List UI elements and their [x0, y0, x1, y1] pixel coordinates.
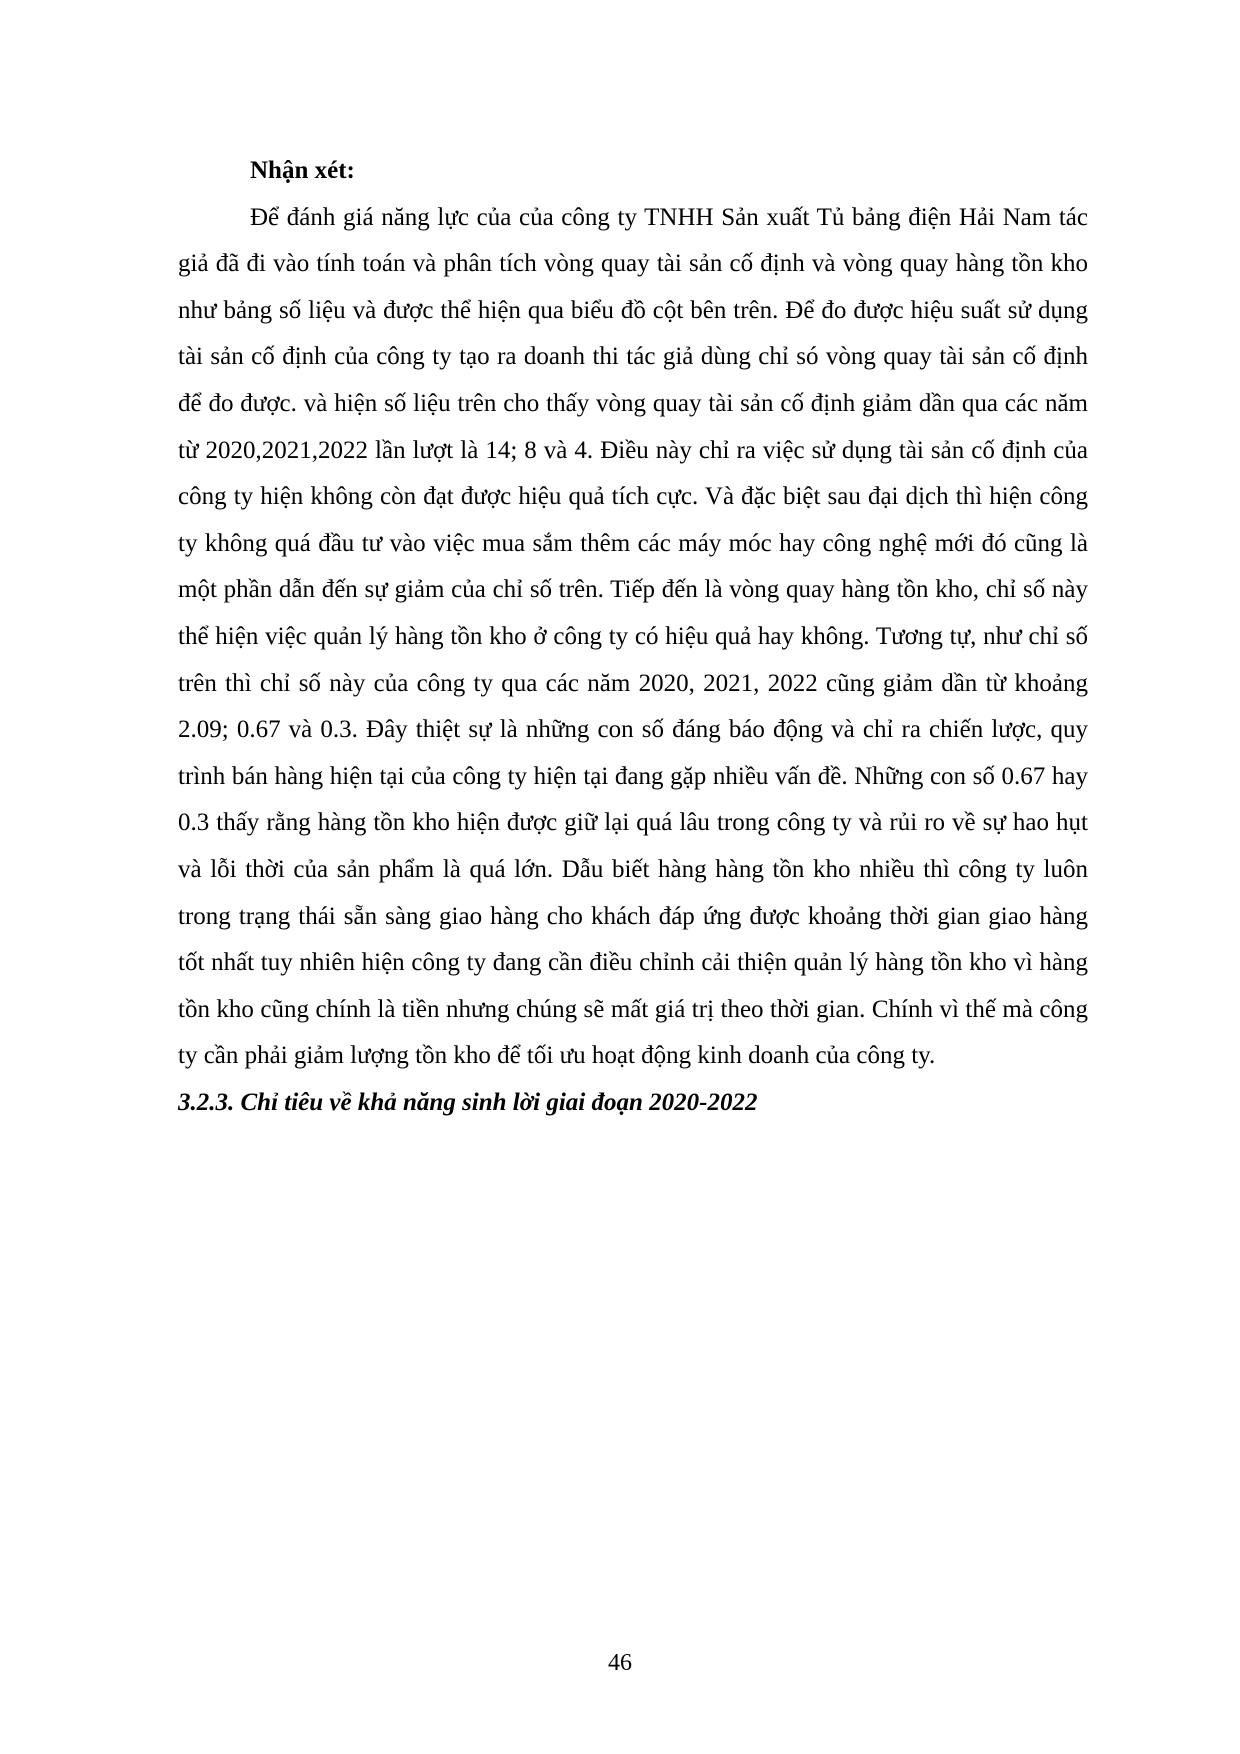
section-title: 3.2.3. Chỉ tiêu về khả năng sinh lời giai đoạn 2020-2022: [178, 1088, 758, 1116]
body-text: [178, 148, 1088, 1126]
comment-heading: Nhận xét:: [250, 157, 355, 184]
comment-paragraph: Để đánh giá năng lực của của công ty TNHH Sản xuất Tủ bảng điện Hải Nam tác giả đã đi vào tính toán và phân tích vòng quay tài sản cố định và vòng quay hàng tồn kho như bảng số liệu và được thể hiện qua biểu đồ cột bên trên. Để đo được hiệu suất sử dụng tài sản cố định của công ty tạo ra doanh thi tác giả dùng chỉ só vòng quay tài sản cố định để đo được. và hiện số liệu trên cho thấy vòng quay tài sản cố định giảm dần qua các năm từ 2020,2021,2022 lần lượt là 14; 8 và 4. Điều này chỉ ra việc sử dụng tài sản cố định của công ty hiện không còn đạt được hiệu quả tích cực. Và đặc biệt sau đại dịch thì hiện công ty không quá đầu tư vào việc mua sắm thêm các máy móc hay công nghệ mới đó cũng là một phần dẫn đến sự giảm của chỉ số trên. Tiếp đến là vòng quay hàng tồn kho, chỉ số này thể hiện việc quản lý hàng tồn kho ở công ty có hiệu quả hay không. Tương tự, như chỉ số trên thì chỉ số này của công ty qua các năm 2020, 2021, 2022 cũng giảm dần từ khoảng 2.09; 0.67 và 0.3. Đây thiệt sự là những con số đáng báo động và chỉ ra chiến lược, quy trình bán hàng hiện tại của công ty hiện tại đang gặp nhiều vấn đề. Những con số 0.67 hay 0.3 thấy rằng hàng tồn kho hiện được giữ lại quá lâu trong công ty và rủi ro về sự hao hụt và lỗi thời của sản phẩm là quá lớn. Dẫu biết hàng hàng tồn kho nhiều thì công ty luôn trong trạng thái sẵn sàng giao hàng cho khách đáp ứng được khoảng thời gian giao hàng tốt nhất tuy nhiên hiện công ty đang cần điều chỉnh cải thiện quản lý hàng tồn kho vì hàng tồn kho cũng chính là tiền nhưng chúng sẽ mất giá trị theo thời gian. Chính vì thế mà công ty cần phải giảm lượng tồn kho để tối ưu hoạt động kinh doanh của công ty.: [178, 203, 1088, 1070]
page-number: 46: [608, 1650, 632, 1676]
